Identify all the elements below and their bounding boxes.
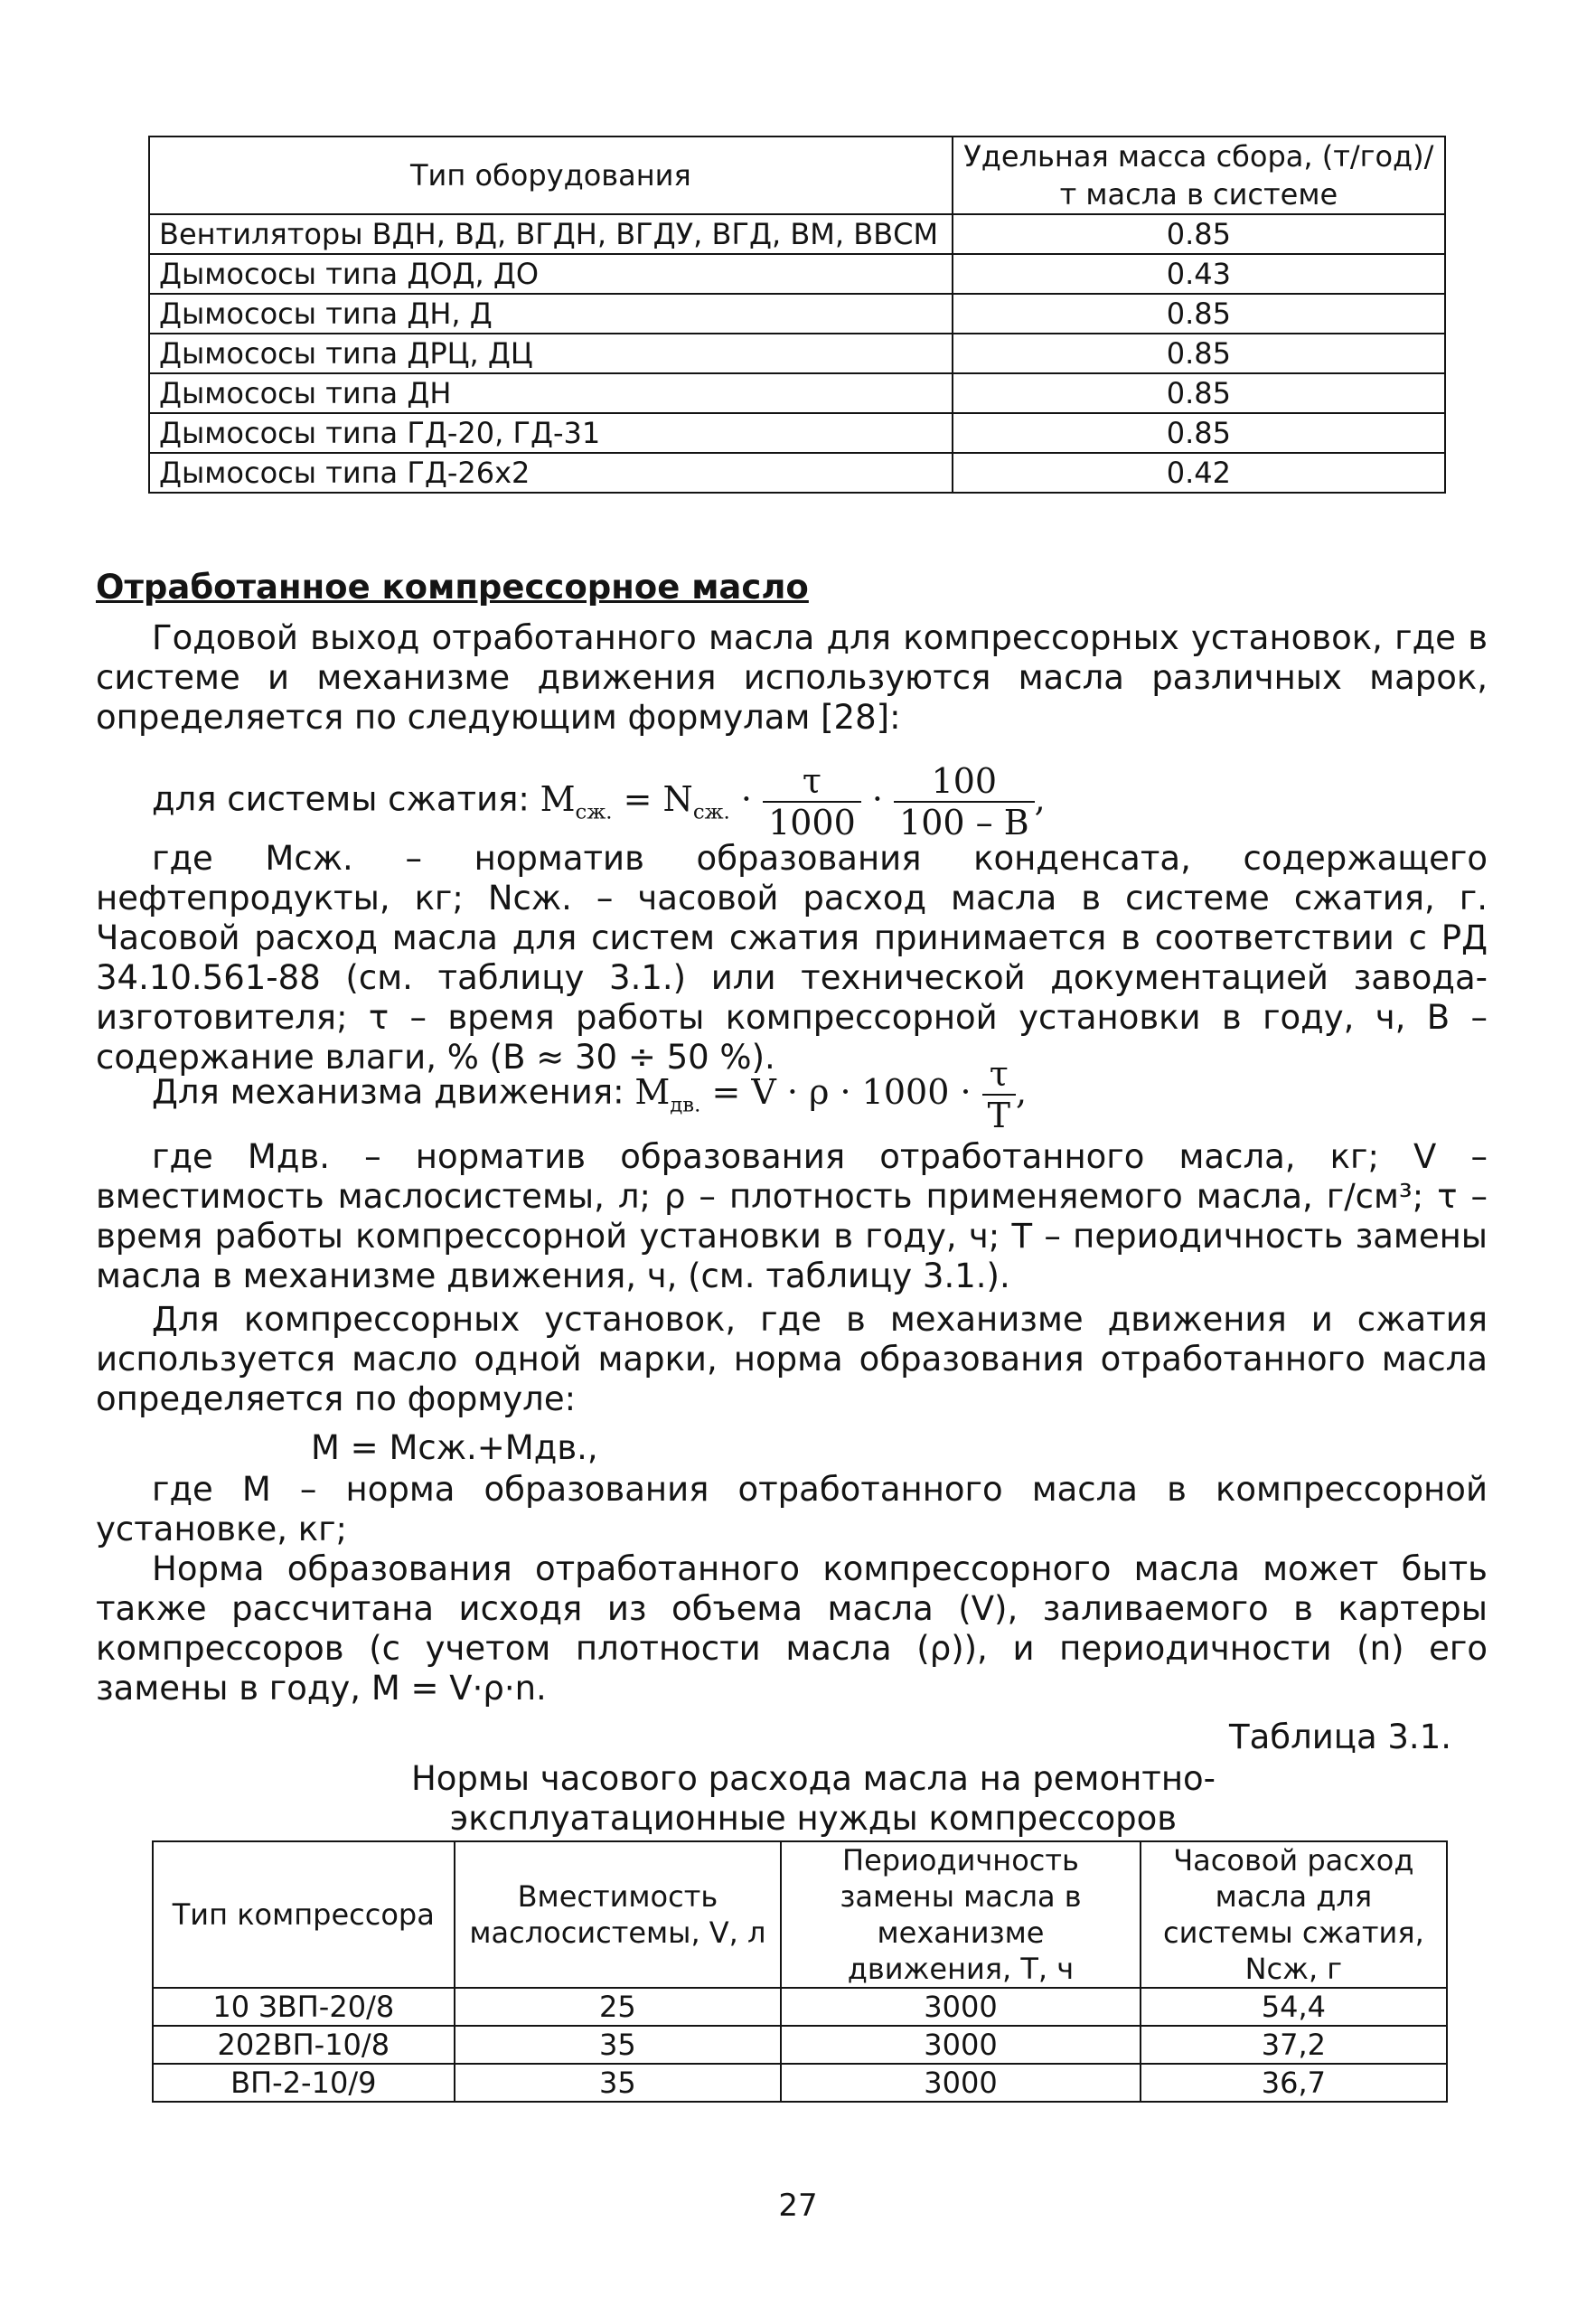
header-hourly-rate: Часовой расход масла для системы сжатия, Nсж, г [1141,1841,1447,1988]
fraction-num: 100 [894,761,1035,803]
header-compressor-type: Тип компрессора [153,1841,455,1988]
formula-tail: , [1015,1071,1028,1112]
cell-equipment: Дымососы типа ДОД, ДО [149,254,953,294]
cell-value: 0.85 [953,334,1445,373]
formula-rhs: = V · ρ · 1000 · [711,1071,972,1112]
cell-rate: 37,2 [1141,2026,1447,2064]
table-row [153,2064,1447,2102]
cell-capacity: 25 [455,1988,782,2026]
formula-lhs: M [634,1071,671,1112]
cell-period: 3000 [781,1988,1141,2026]
cell-rate: 54,4 [1141,1988,1447,2026]
table-row [149,413,1445,453]
cell-equipment: Дымососы типа ГД-26х2 [149,453,953,493]
cell-compressor: 202ВП-10/8 [153,2026,455,2064]
table-row [153,1988,1447,2026]
fraction-tau-1000 [763,761,861,842]
header-equipment-type: Тип оборудования [149,136,953,214]
formula-lhs-sub: сж. [575,800,613,824]
fraction-num: τ [763,761,861,803]
formula-total: M = Mсж.+Mдв., [311,1428,598,1467]
table-row [149,254,1445,294]
cell-equipment: Дымососы типа ГД-20, ГД-31 [149,413,953,453]
where-paragraph-1: где Mсж. – норматив образования конденсата, содержащего нефтепродукты, кг; Nсж. – часовой расход масла в системе сжатия, г. Часовой расход масла для систем сжатия принимается в соответствии с РД 34.10.561-88 (см. таблицу 3.1.) или технической документацией завода-изготовителя; τ – время работы компрессорной установки в году, ч, В – содержание влаги, % (В ≈ 30 ÷ 50 %). [96,839,1488,1077]
cell-value: 0.42 [953,453,1445,493]
table-title: Нормы часового расхода масла на ремонтно-эксплуатационные нужды компрессоров [410,1759,1216,1838]
cell-period: 3000 [781,2064,1141,2102]
header-period: Периодичность замены масла в механизме движения, Т, ч [781,1841,1141,1988]
formula-compression-label: для системы сжатия: [152,779,530,819]
cell-equipment: Дымососы типа ДН [149,373,953,413]
table-header-row [149,136,1445,214]
page-number: 27 [778,2188,818,2224]
formula-compression: $M_{сж.} = N_{сж.}$ · $\frac{\tau}{1000}$ · $\frac{100}{100 - B}$ , [540,761,1046,842]
cell-compressor: ВП-2-10/9 [153,2064,455,2102]
cell-compressor: 10 ЗВП-20/8 [153,1988,455,2026]
cell-capacity: 35 [455,2026,782,2064]
formula-drive-line [152,1054,1417,1135]
fraction-den: 100 – B [899,803,1029,842]
table-row [149,214,1445,254]
equipment-table [148,136,1446,494]
table-number: Таблица 3.1. [1228,1718,1451,1756]
cell-equipment: Дымососы типа ДН, Д [149,294,953,334]
table-header-row [153,1841,1447,1988]
intro-paragraph: Годовой выход отработанного масла для компрессорных установок, где в системе и механизме движения используются масла различных марок, определяется по следующим формулам [28]: [96,618,1488,737]
formula-tail: , [1034,778,1046,819]
cell-equipment: Дымососы типа ДРЦ, ДЦ [149,334,953,373]
cell-period: 3000 [781,2026,1141,2064]
norm-paragraph: Норма образования отработанного компрессорного масла может быть также рассчитана исходя из объема масла (V), заливаемого в картеры компрессоров (с учетом плотности масла (ρ)), и периодичности (n) его замены в году, M = V·ρ·n. [96,1549,1488,1708]
formula-lhs-sub: дв. [670,1093,701,1117]
fraction-100-moisture [894,761,1035,842]
table-row [149,294,1445,334]
formula-compression-line [152,761,1417,842]
fraction-den: 1000 [768,803,856,842]
header-specific-mass: Удельная масса сбора, (т/год)/т масла в системе [953,136,1445,214]
cell-capacity: 35 [455,2064,782,2102]
formula-drive [634,1054,1028,1135]
header-capacity: Вместимость маслосистемы, V, л [455,1841,782,1988]
cell-rate: 36,7 [1141,2064,1447,2102]
formula-eq-sub: сж. [692,800,730,824]
fraction-tau-T [982,1054,1016,1135]
cell-value: 0.85 [953,294,1445,334]
where-paragraph-3: где M – норма образования отработанного масла в компрессорной установке, кг; [96,1470,1488,1548]
cell-value: 0.85 [953,373,1445,413]
fraction-den: T [987,1096,1010,1135]
formula-drive-label: Для механизма движения: [152,1072,624,1112]
section-heading: Отработанное компрессорное масло [96,568,809,607]
table-row [149,453,1445,493]
compressor-table [152,1840,1448,2103]
cell-equipment: Вентиляторы ВДН, ВД, ВГДН, ВГДУ, ВГД, ВМ, ВВСМ [149,214,953,254]
table-row [149,373,1445,413]
fraction-num: τ [982,1054,1016,1096]
formula-lhs: M [540,778,576,819]
table-row [149,334,1445,373]
table-row [153,2026,1447,2064]
where-paragraph-2: где Mдв. – норматив образования отработанного масла, кг; V – вместимость маслосистемы, л; ρ – плотность применяемого масла, г/см³; τ – время работы компрессорной установки в году, ч; Т – периодичность замены масла в механизме движения, ч, (см. таблицу 3.1.). [96,1137,1488,1295]
formula-eq: = N [623,778,693,819]
cell-value: 0.43 [953,254,1445,294]
same-brand-paragraph: Для компрессорных установок, где в механизме движения и сжатия используется масло одной марки, норма образования отработанного масла определяется по формуле: [96,1300,1488,1418]
cell-value: 0.85 [953,413,1445,453]
cell-value: 0.85 [953,214,1445,254]
